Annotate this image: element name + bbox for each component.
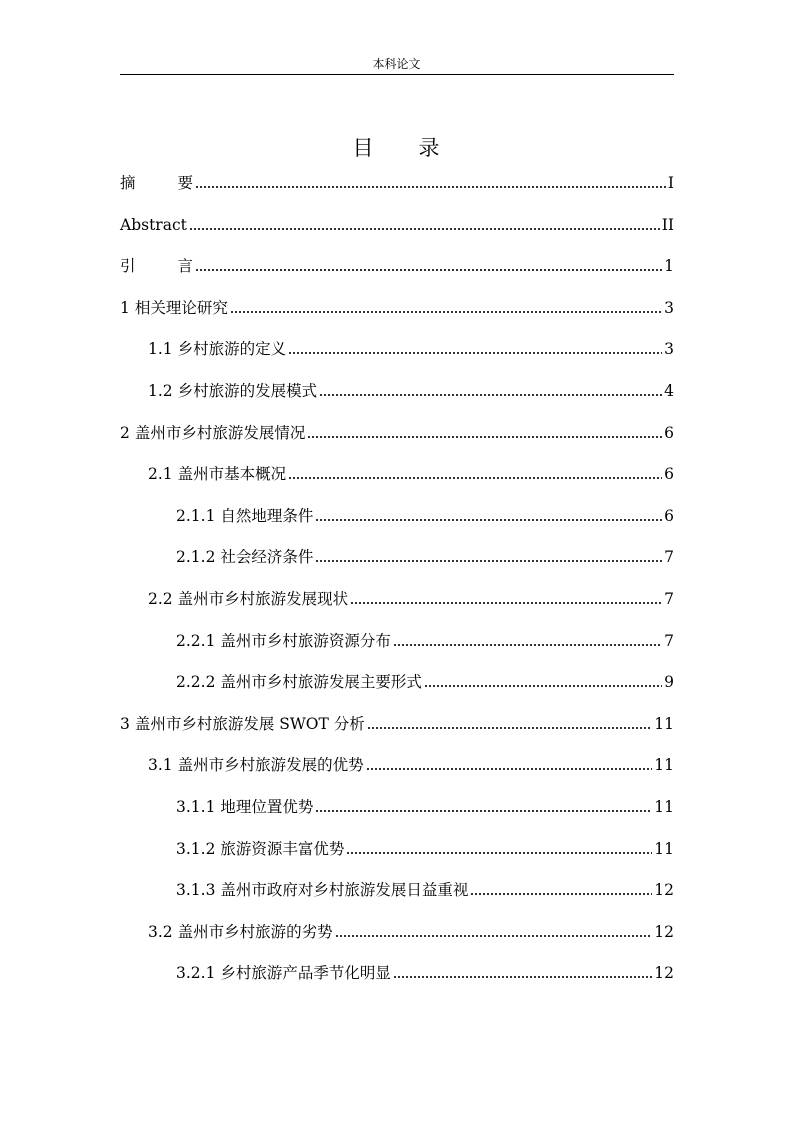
header-rule: [120, 74, 674, 75]
toc-entry-label: [120, 422, 305, 444]
toc-entry-label: [176, 546, 313, 568]
toc-entry-page: 7: [664, 590, 674, 608]
toc-entry-number: 3.1.2: [176, 839, 216, 858]
dot-leader: [335, 934, 653, 938]
toc-entry-number: 2.2: [148, 590, 173, 608]
toc-entry-title: 盖州市政府对乡村旅游发展日益重视: [220, 881, 469, 900]
dot-leader: [315, 559, 662, 563]
toc-entry-title: Abstract: [120, 215, 187, 234]
toc-entry[interactable]: [120, 168, 674, 194]
toc-entry-page: 4: [664, 382, 674, 400]
dot-leader: [470, 892, 652, 896]
toc-entry-title: 引: [120, 257, 136, 276]
toc-entry-page: 11: [654, 839, 674, 858]
toc-entry-label: [148, 338, 286, 360]
toc-entry[interactable]: [176, 875, 674, 901]
toc-entry-title: 乡村旅游的发展模式: [177, 382, 318, 400]
toc-entry-page: 12: [654, 964, 674, 983]
toc-entry-label: [148, 588, 348, 610]
toc-entry[interactable]: [148, 376, 674, 402]
toc-entry[interactable]: [176, 626, 674, 652]
toc-entry-label: [176, 838, 344, 860]
toc-entry-number: 2: [120, 423, 130, 442]
toc-entry-label: [120, 172, 193, 194]
toc-entry-title: 乡村旅游产品季节化明显: [220, 964, 391, 983]
toc-entry-number: 2.2.2: [176, 673, 216, 692]
toc-entry-title: 旅游资源丰富优势: [220, 839, 345, 858]
dot-leader: [195, 185, 666, 189]
toc-entry-title: 乡村旅游的定义: [177, 340, 287, 359]
page-header-text: 本科论文: [372, 57, 421, 71]
toc-entry[interactable]: [176, 958, 674, 984]
toc-entry[interactable]: [120, 251, 674, 277]
toc-entry-number: 2.1.2: [176, 548, 216, 567]
toc-entry[interactable]: [176, 667, 674, 693]
toc-entry-label: [148, 921, 333, 943]
toc-entry-title-part2: 要: [177, 174, 194, 192]
dot-leader: [288, 351, 662, 355]
toc-entry-number: 3.2.1: [176, 964, 216, 983]
toc-title-part1: 目: [352, 136, 375, 160]
toc-entry[interactable]: [120, 709, 674, 735]
toc-entry-number: 1.1: [148, 340, 173, 359]
toc-entry-label: [148, 463, 286, 485]
toc-entry-page: 12: [654, 881, 674, 900]
dot-leader: [319, 393, 662, 397]
toc-entry-label: [176, 962, 391, 984]
toc-entry-page: 11: [654, 756, 674, 775]
toc-entry-label: [148, 754, 364, 776]
toc-entry-page: 6: [664, 506, 674, 525]
toc-entry-number: 3: [120, 714, 130, 733]
toc-entry-title: 相关理论研究: [134, 298, 228, 317]
toc-entry[interactable]: [148, 334, 674, 360]
toc-entry-number: 3.1: [148, 756, 173, 775]
toc-entry-label: [176, 630, 391, 652]
toc-title-part2: 录: [418, 136, 441, 160]
toc-entry-page: 12: [654, 922, 674, 941]
toc-entry-title: 盖州市乡村旅游发展的优势: [177, 756, 364, 775]
toc-entry[interactable]: [148, 584, 674, 610]
toc-entry-page: 6: [664, 465, 674, 484]
toc-entry-label: [176, 879, 468, 901]
toc-entry-title: 盖州市乡村旅游的劣势: [177, 922, 333, 941]
dot-leader: [393, 643, 662, 647]
dot-leader: [424, 684, 662, 688]
toc-entry-number: 3.1.3: [176, 881, 216, 900]
toc-entry-page: 11: [654, 714, 674, 733]
toc-entry[interactable]: [148, 917, 674, 943]
toc-entry-label: [148, 380, 317, 402]
toc-entry-page: 7: [664, 631, 674, 650]
toc-entry-page: II: [661, 215, 674, 234]
dot-leader: [195, 268, 662, 272]
dot-leader: [350, 601, 662, 605]
toc-entry-label: [120, 255, 193, 277]
toc-entry[interactable]: [120, 210, 674, 236]
dot-leader: [315, 518, 662, 522]
toc-entry-number: 2.1: [148, 465, 173, 484]
dot-leader: [307, 435, 662, 439]
toc-entry-number: 1.2: [148, 382, 173, 400]
toc-entry[interactable]: [148, 459, 674, 485]
toc-entry[interactable]: [148, 750, 674, 776]
dot-leader: [288, 476, 662, 480]
toc-entry-title-part2: 言: [177, 257, 194, 276]
toc-entry-page: 9: [664, 673, 674, 692]
toc-entry-label: [176, 671, 422, 693]
toc-entry-label: [176, 796, 313, 818]
toc-entry-title: 社会经济条件: [220, 548, 314, 567]
toc-entry-title: 盖州市乡村旅游资源分布: [220, 631, 391, 650]
toc-entry-page: 6: [664, 423, 674, 442]
toc-entry-number: 3.1.1: [176, 798, 216, 816]
dot-leader: [346, 851, 652, 855]
toc-entry[interactable]: [176, 834, 674, 860]
toc-entry-title: 盖州市乡村旅游发展 SWOT 分析: [134, 714, 365, 733]
toc-entry-title: 盖州市乡村旅游发展情况: [134, 423, 306, 442]
toc-entry-label: [120, 214, 187, 236]
toc-entry-title: 盖州市乡村旅游发展现状: [177, 590, 349, 608]
toc-entry-title: 地理位置优势: [220, 798, 314, 816]
toc-entry-label: [176, 505, 313, 527]
toc-entry[interactable]: [176, 792, 674, 818]
toc-entry-page: I: [667, 174, 674, 192]
toc-entry-title: 摘: [120, 174, 136, 192]
toc-entry[interactable]: [176, 501, 674, 527]
toc-entry-title: 盖州市基本概况: [177, 465, 287, 484]
dot-leader: [189, 227, 660, 231]
toc-entry-title: 自然地理条件: [220, 506, 314, 525]
dot-leader: [367, 726, 653, 730]
toc-entry-number: 2.2.1: [176, 631, 216, 650]
toc-entry-title: 盖州市乡村旅游发展主要形式: [220, 673, 422, 692]
toc-entry-number: 2.1.1: [176, 506, 216, 525]
dot-leader: [393, 975, 652, 979]
toc-entry-label: [120, 713, 365, 735]
toc-entry[interactable]: [120, 418, 674, 444]
dot-leader: [366, 767, 653, 771]
toc-entry-page: 3: [664, 340, 674, 359]
toc-entry-page: 7: [664, 548, 674, 567]
dot-leader: [315, 809, 652, 813]
toc-entry-page: 3: [664, 298, 674, 317]
toc-entry-page: 1: [664, 257, 674, 276]
toc-entry[interactable]: [176, 542, 674, 568]
toc-entry-number: 3.2: [148, 922, 173, 941]
toc-entry-label: [120, 297, 228, 319]
toc-title: [0, 134, 793, 162]
dot-leader: [230, 310, 662, 314]
toc-entry[interactable]: [120, 293, 674, 319]
toc-entry-number: 1: [120, 298, 130, 317]
toc-entry-page: 11: [654, 798, 674, 816]
